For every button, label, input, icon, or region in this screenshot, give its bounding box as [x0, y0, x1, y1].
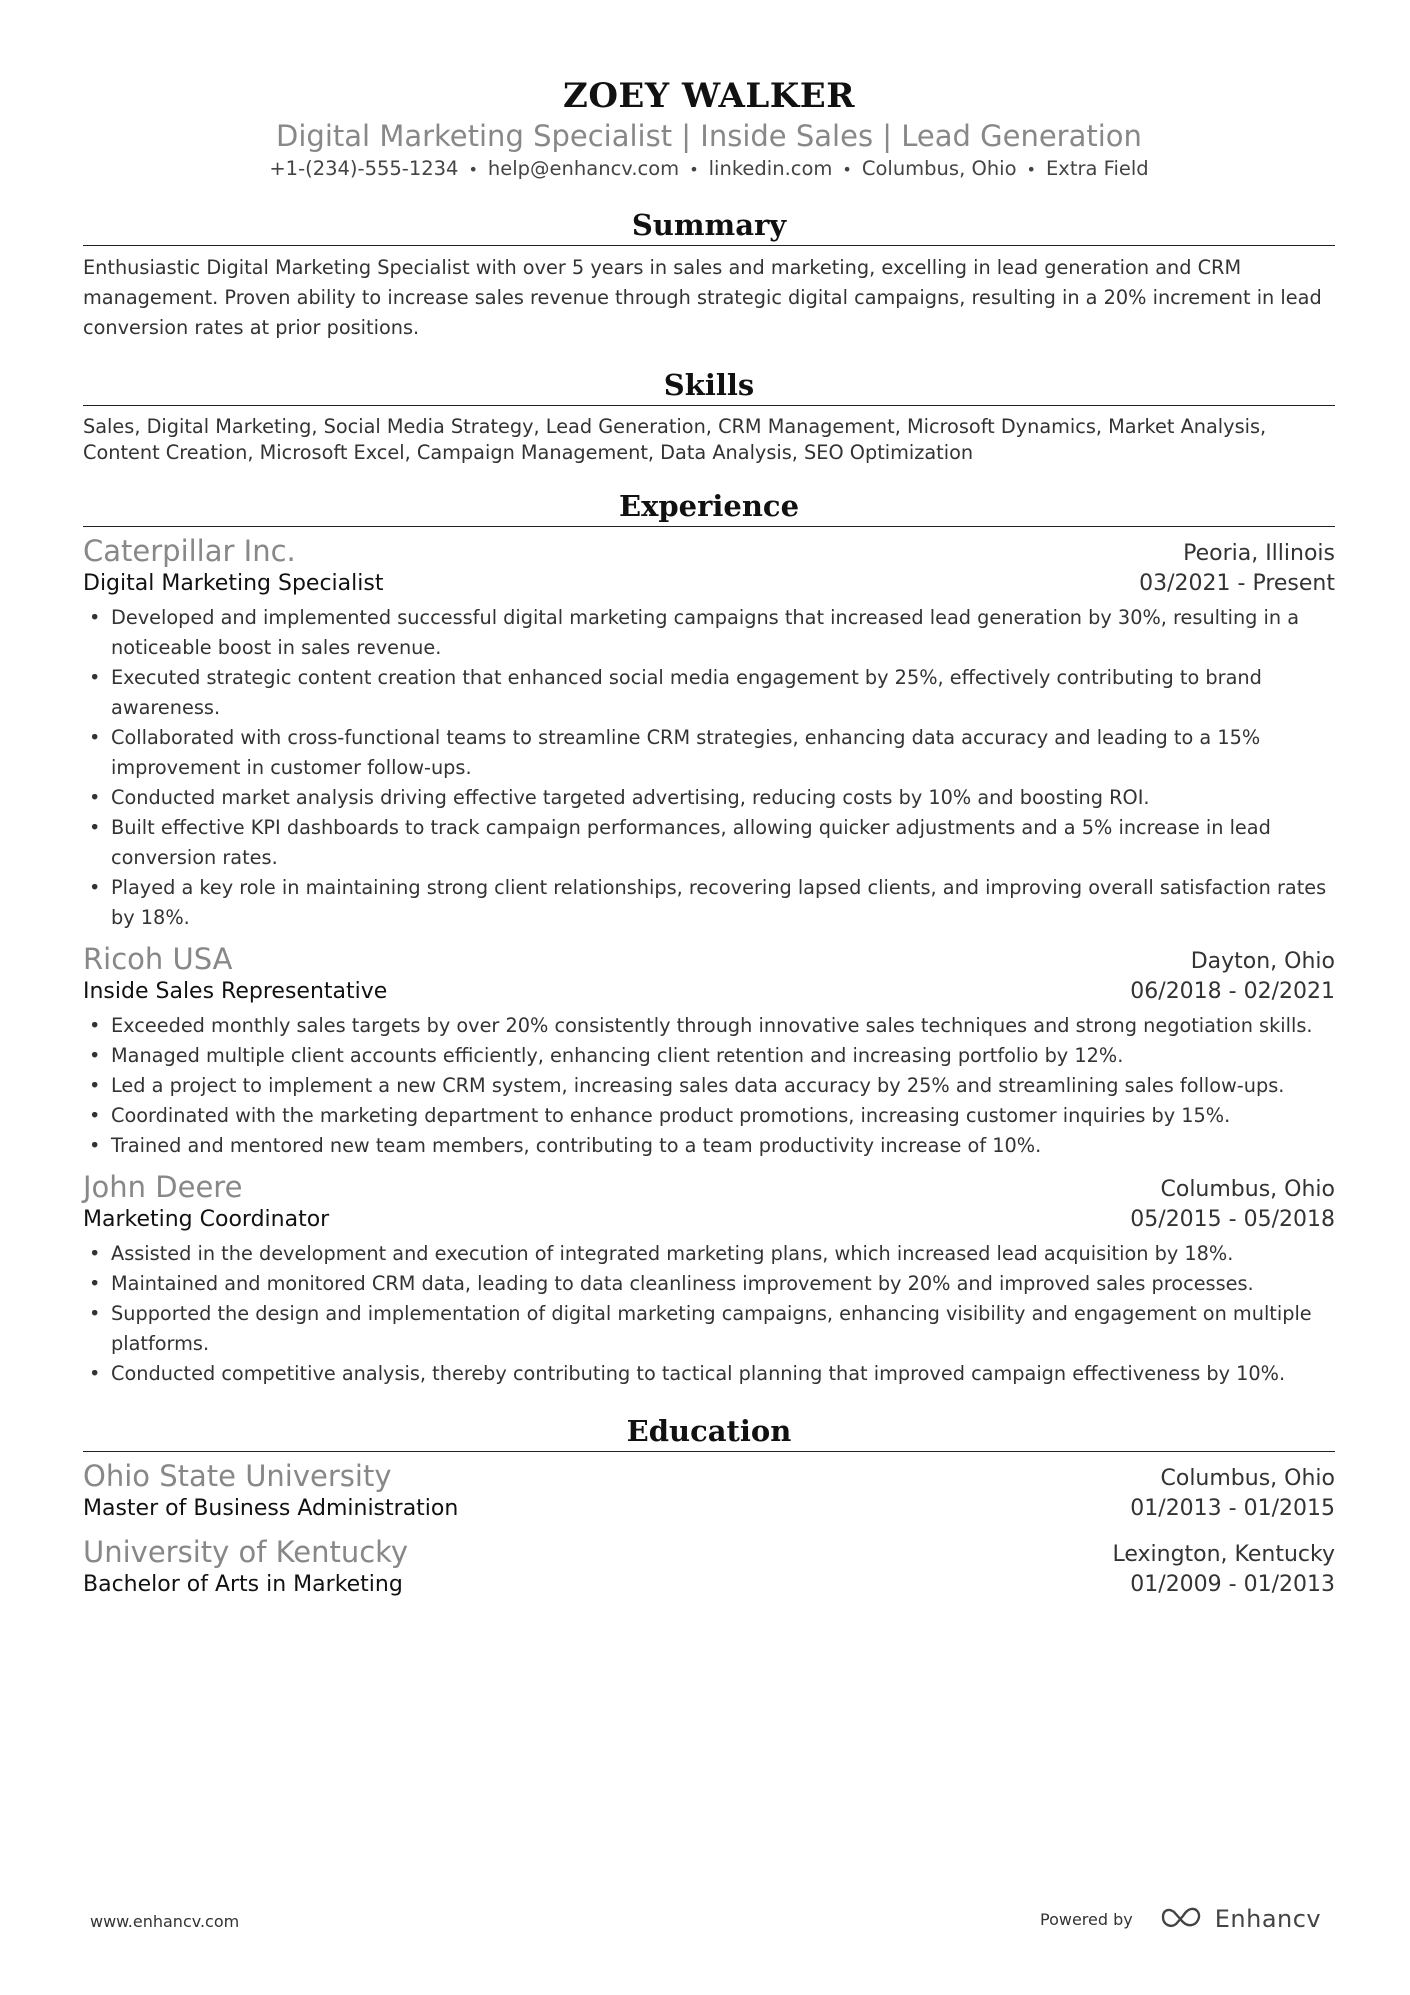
enhancv-brand-text: Enhancv [1214, 1905, 1322, 1933]
job-dates: 06/2018 - 02/2021 [1130, 979, 1335, 1004]
list-item: • Managed multiple client accounts efficiently, enhancing client retention and increasing portfolio by 12%. [83, 1041, 1335, 1071]
experience-entry [83, 1169, 1335, 1389]
section-title-education: Education [83, 1411, 1335, 1452]
section-title-summary: Summary [83, 205, 1335, 246]
extra-field-text: Extra Field [1045, 157, 1149, 180]
list-item: • Conducted competitive analysis, thereby contributing to tactical planning that improved campaign effectiveness by 10%. [83, 1359, 1335, 1389]
job-title: Inside Sales Representative [83, 979, 388, 1004]
job-title: Digital Marketing Specialist [83, 571, 384, 596]
list-item: • Collaborated with cross-functional teams to streamline CRM strategies, enhancing data accuracy and leading to a 15% improvement in customer follow-ups. [83, 723, 1335, 783]
email-link[interactable]: help@enhancv.com [487, 157, 680, 180]
company-name: John Deere [83, 1170, 243, 1204]
phone-text: +1-(234)-555-1234 [269, 157, 459, 180]
education-section [83, 1411, 1335, 1600]
education-entry [83, 1458, 1335, 1524]
footer-branding [1040, 1904, 1321, 1934]
school-location: Columbus, Ohio [1160, 1466, 1335, 1491]
education-dates: 01/2013 - 01/2015 [1130, 1496, 1335, 1521]
list-item: • Maintained and monitored CRM data, leading to data cleanliness improvement by 20% and improved sales processes. [83, 1269, 1335, 1299]
job-location: Dayton, Ohio [1190, 949, 1335, 974]
education-entry [83, 1534, 1335, 1600]
bullet-separator: • [1026, 160, 1036, 179]
contact-line [83, 156, 1335, 183]
list-item: • Played a key role in maintaining strong client relationships, recovering lapsed clients, and improving overall satisfaction rates by 18%. [83, 873, 1335, 933]
list-item: • Exceeded monthly sales targets by over 20% consistently through innovative sales techniques and strong negotiation skills. [83, 1011, 1335, 1041]
experience-entry [83, 533, 1335, 933]
list-item: • Assisted in the development and execution of integrated marketing plans, which increased lead acquisition by 18%. [83, 1239, 1335, 1269]
job-dates: 03/2021 - Present [1139, 571, 1335, 596]
list-item: • Developed and implemented successful digital marketing campaigns that increased lead generation by 30%, resulting in a noticeable boost in sales revenue. [83, 603, 1335, 663]
candidate-headline: Digital Marketing Specialist | Inside Sales | Lead Generation [276, 119, 1142, 153]
bullet-separator: • [468, 160, 478, 179]
job-title: Marketing Coordinator [83, 1207, 330, 1232]
job-location: Peoria, Illinois [1183, 541, 1335, 566]
resume-page [83, 76, 1335, 1600]
powered-by-text: Powered by [1040, 1909, 1133, 1929]
bullet-separator: • [842, 160, 852, 179]
degree-title: Bachelor of Arts in Marketing [83, 1572, 403, 1597]
section-title-skills: Skills [83, 365, 1335, 406]
list-item: • Coordinated with the marketing department to enhance product promotions, increasing customer inquiries by 15%. [83, 1101, 1335, 1131]
section-title-experience: Experience [83, 486, 1335, 527]
job-location: Columbus, Ohio [1160, 1177, 1335, 1202]
company-name: Caterpillar Inc. [83, 534, 296, 568]
list-item: • Conducted market analysis driving effective targeted advertising, reducing costs by 10% and boosting ROI. [83, 783, 1335, 813]
summary-text: Enthusiastic Digital Marketing Specialist with over 5 years in sales and marketing, excelling in lead generation and CRM management. Proven ability to increase sales revenue through strategic digital campaigns, resulting in a 20% increment in lead conversion rates at prior positions. [83, 256, 1322, 339]
job-dates: 05/2015 - 05/2018 [1130, 1207, 1335, 1232]
school-name: University of Kentucky [83, 1535, 409, 1569]
list-item: • Trained and mentored new team members, contributing to a team productivity increase of 10%. [83, 1131, 1335, 1161]
location-text: Columbus, Ohio [861, 157, 1017, 180]
footer-site-link[interactable]: www.enhancv.com [90, 1912, 240, 1931]
degree-title: Master of Business Administration [83, 1496, 459, 1521]
achievement-list [83, 1239, 1335, 1389]
linkedin-link[interactable]: linkedin.com [708, 157, 833, 180]
skills-section [83, 365, 1335, 466]
achievement-list [83, 603, 1335, 933]
school-name: Ohio State University [83, 1459, 392, 1493]
list-item: • Supported the design and implementation of digital marketing campaigns, enhancing visibility and engagement on multiple platforms. [83, 1299, 1335, 1359]
skills-text: Sales, Digital Marketing, Social Media Strategy, Lead Generation, CRM Management, Microsoft Dynamics, Market Analysis, Content Creation, Microsoft Excel, Campaign Management, Data Analysis, SEO Optimization [83, 415, 1267, 464]
list-item: • Executed strategic content creation that enhanced social media engagement by 25%, effectively contributing to brand awareness. [83, 663, 1335, 723]
list-item: • Led a project to implement a new CRM system, increasing sales data accuracy by 25% and streamlining sales follow-ups. [83, 1071, 1335, 1101]
list-item: • Built effective KPI dashboards to track campaign performances, allowing quicker adjustments and a 5% increase in lead conversion rates. [83, 813, 1335, 873]
achievement-list [83, 1011, 1335, 1161]
enhancv-logo-icon [1159, 1904, 1207, 1934]
summary-section [83, 205, 1335, 343]
education-dates: 01/2009 - 01/2013 [1130, 1572, 1335, 1597]
company-name: Ricoh USA [83, 942, 233, 976]
bullet-separator: • [689, 160, 699, 179]
experience-section [83, 486, 1335, 1389]
candidate-name: ZOEY WALKER [563, 76, 855, 116]
school-location: Lexington, Kentucky [1112, 1542, 1335, 1567]
experience-entry [83, 941, 1335, 1161]
